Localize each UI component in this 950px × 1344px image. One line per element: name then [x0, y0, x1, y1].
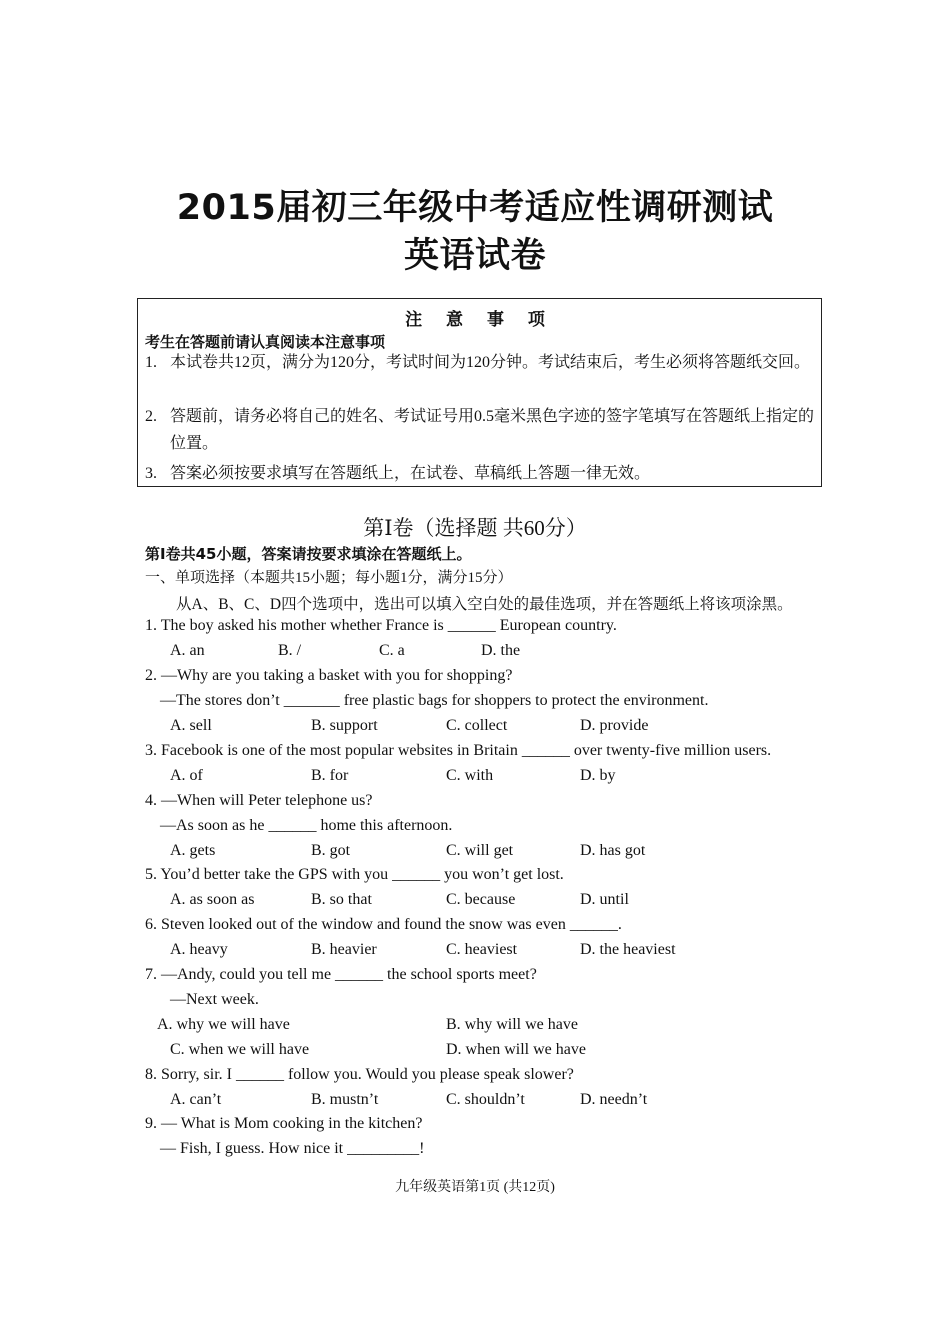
question-line: 9. — What is Mom cooking in the kitchen?	[145, 1115, 423, 1132]
question-line: 3. Facebook is one of the most popular websites in Britain ______ over twenty-five million users.	[145, 742, 772, 759]
option: A. can’t	[170, 1091, 222, 1108]
option: D. the	[481, 642, 521, 659]
option: A. sell	[170, 717, 212, 734]
notice-heading: 注 意 事 项	[405, 310, 554, 330]
option: A. gets	[170, 842, 216, 859]
option: A. as soon as	[170, 891, 255, 908]
option: C. because	[446, 891, 516, 908]
option: D. the heaviest	[580, 941, 676, 958]
option: D. until	[580, 891, 629, 908]
option: C. will get	[446, 842, 514, 859]
notice-item-number: 3.	[145, 465, 157, 482]
question-line: —As soon as he ______ home this afternoon.	[160, 817, 453, 834]
notice-subheading: 考生在答题前请认真阅读本注意事项	[145, 333, 386, 351]
page-footer: 九年级英语第1页 (共12页)	[395, 1180, 555, 1195]
section-note: 第Ⅰ卷共45小题，答案请按要求填涂在答题纸上。	[145, 545, 472, 563]
notice-item-number: 2.	[145, 408, 157, 425]
option: B. /	[278, 642, 302, 659]
option: D. needn’t	[580, 1091, 648, 1108]
option: B. why will we have	[446, 1016, 578, 1033]
notice-item-number: 1.	[145, 354, 157, 371]
question-line: 1. The boy asked his mother whether France is ______ European country.	[145, 617, 617, 634]
question-line: 2. —Why are you taking a basket with you for shopping?	[145, 667, 513, 684]
option: A. of	[170, 767, 203, 784]
exam-subtitle: 英语试卷	[403, 236, 546, 276]
option: B. for	[311, 767, 349, 784]
question-line: 4. —When will Peter telephone us?	[145, 792, 373, 809]
option: C. collect	[446, 717, 508, 734]
option: A. heavy	[170, 941, 228, 958]
question-line: 5. You’d better take the GPS with you ______ you won’t get lost.	[145, 866, 564, 883]
option: A. an	[170, 642, 205, 659]
option: C. when we will have	[170, 1041, 310, 1058]
option: B. support	[311, 717, 378, 734]
option: C. heaviest	[446, 941, 518, 958]
question-line: 7. —Andy, could you tell me ______ the school sports meet?	[145, 966, 537, 983]
option: D. when will we have	[446, 1041, 586, 1058]
notice-item-text: 本试卷共12页，满分为120分，考试时间为120分钟。考试结束后，考生必须将答题纸交回。	[170, 354, 811, 371]
option: C. with	[446, 767, 494, 784]
section-title: 第Ⅰ卷（选择题 共60分）	[363, 516, 587, 540]
question-line: —Next week.	[170, 991, 259, 1008]
notice-box	[137, 298, 822, 487]
option: B. mustn’t	[311, 1091, 379, 1108]
notice-item	[145, 349, 815, 376]
part-title: 一、单项选择	[145, 568, 236, 586]
option: D. by	[580, 767, 616, 784]
option: B. heavier	[311, 941, 377, 958]
part-instruction: 从A、B、C、D四个选项中，选出可以填入空白处的最佳选项，并在答题纸上将该项涂黑。	[176, 596, 793, 613]
option: A. why we will have	[157, 1016, 290, 1033]
option: B. so that	[311, 891, 372, 908]
question-line: 8. Sorry, sir. I ______ follow you. Would you please speak slower?	[145, 1066, 574, 1083]
option: D. provide	[580, 717, 649, 734]
notice-item-text: 答题前，请务必将自己的姓名、考试证号用0.5毫米黑色字迹的签字笔填写在答题纸上指定的位置。	[170, 408, 815, 452]
option: B. got	[311, 842, 351, 859]
question-line: — Fish, I guess. How nice it _________!	[160, 1140, 425, 1157]
notice-item	[145, 403, 815, 457]
question-line: —The stores don’t _______ free plastic bags for shoppers to protect the environment.	[160, 692, 709, 709]
exam-title: 2015届初三年级中考适应性调研测试	[176, 188, 774, 228]
part-heading	[145, 566, 513, 587]
part-detail: （本题共15小题；每小题1分，满分15分）	[235, 570, 513, 586]
option: D. has got	[580, 842, 646, 859]
question-line: 6. Steven looked out of the window and found the snow was even ______.	[145, 916, 622, 933]
notice-item	[145, 460, 815, 487]
option: C. a	[379, 642, 405, 659]
notice-item-text: 答案必须按要求填写在答题纸上，在试卷、草稿纸上答题一律无效。	[170, 465, 651, 482]
option: C. shouldn’t	[446, 1091, 525, 1108]
